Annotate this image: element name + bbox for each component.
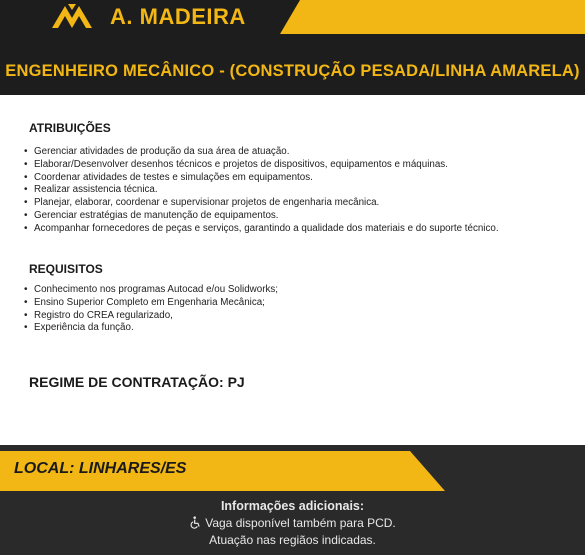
- list-item: • Experiência da função.: [24, 322, 278, 335]
- job-title: ENGENHEIRO MECÂNICO - (CONSTRUÇÃO PESADA/LINHA AMARELA): [5, 61, 580, 80]
- list-item: • Conhecimento nos programas Autocad e/ou Solidworks;: [24, 284, 278, 297]
- list-item: • Elaborar/Desenvolver desenhos técnicos e projetos de dispositivos, equipamentos e máquinas.: [24, 159, 499, 172]
- info-line-2: Atuação nas regiãos indicadas.: [209, 533, 376, 547]
- list-item: • Gerenciar estratégias de manutenção de equipamentos.: [24, 210, 499, 223]
- list-item: • Registro do CREA regularizado,: [24, 310, 278, 323]
- requisitos-list: [24, 284, 278, 335]
- list-item: • Gerenciar atividades de produção da sua área de atuação.: [24, 146, 499, 159]
- list-item: • Planejar, elaborar, coordenar e supervisionar projetos de engenharia mecânica.: [24, 197, 499, 210]
- mountain-m-logo-icon: [48, 0, 106, 34]
- list-item: • Ensino Superior Completo em Engenharia Mecânica;: [24, 297, 278, 310]
- list-item: • Coordenar atividades de testes e simulações em equipamentos.: [24, 172, 499, 185]
- brand-logo: [48, 0, 246, 34]
- local-label: LOCAL: LINHARES/ES: [14, 460, 187, 477]
- regime-contratacao: REGIME DE CONTRATAÇÃO: PJ: [29, 374, 245, 390]
- requisitos-heading: REQUISITOS: [29, 262, 103, 276]
- job-title-bar: [0, 50, 585, 92]
- wheelchair-accessibility-icon: [189, 516, 202, 529]
- list-item: • Acompanhar fornecedores de peças e serviços, garantindo a qualidade dos materiais e do suporte técnico.: [24, 223, 499, 236]
- info-pcd-line: [0, 515, 585, 532]
- brand-name: A. MADEIRA: [110, 4, 246, 29]
- info-title: Informações adicionais:: [220, 499, 365, 513]
- list-item: • Realizar assistencia técnica.: [24, 184, 499, 197]
- atribuicoes-heading: ATRIBUIÇÕES: [29, 121, 111, 135]
- info-line-1: Vaga disponível também para PCD.: [205, 516, 396, 530]
- atribuicoes-list: [24, 146, 499, 236]
- info-block: [0, 498, 585, 549]
